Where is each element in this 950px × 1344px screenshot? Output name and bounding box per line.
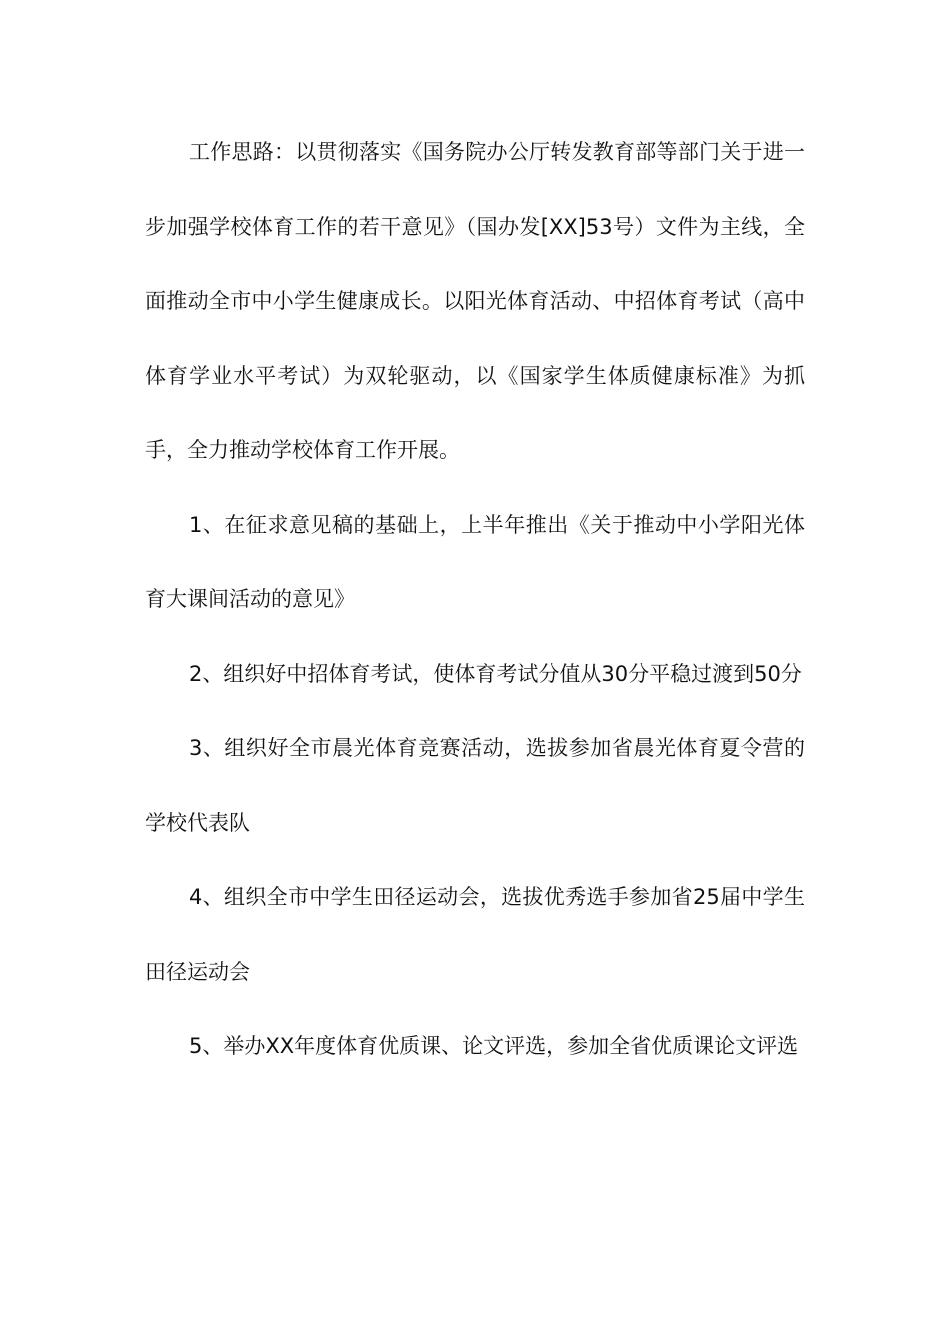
paragraph-item-2: 2、组织好中招体育考试，使体育考试分值从30分平稳过渡到50分: [189, 661, 802, 686]
paragraph-item-3: 3、组织好全市晨光体育竞赛活动，选拔参加省晨光体育夏令营的学校代表队: [145, 736, 805, 835]
paragraph-item-4: 4、组织全市中学生田径运动会，选拔优秀选手参加省25届中学生田径运动会: [145, 885, 805, 984]
paragraph-work-approach: 工作思路：以贯彻落实《国务院办公厅转发教育部等部门关于进一步加强学校体育工作的若干意见》（国办发[XX]53号）文件为主线，全面推动全市中小学生健康成长。以阳光体育活动、中招体育考试（高中体育学业水平考试）为双轮驱动，以《国家学生体质健康标准》为抓手，全力推动学校体育工作开展。: [145, 140, 805, 462]
document-body: [145, 115, 805, 1084]
paragraph-item-5: 5、举办XX年度体育优质课、论文评选，参加全省优质课论文评选: [189, 1034, 799, 1058]
paragraph-item-1: 1、在征求意见稿的基础上，上半年推出《关于推动中小学阳光体育大课间活动的意见》: [145, 512, 805, 611]
